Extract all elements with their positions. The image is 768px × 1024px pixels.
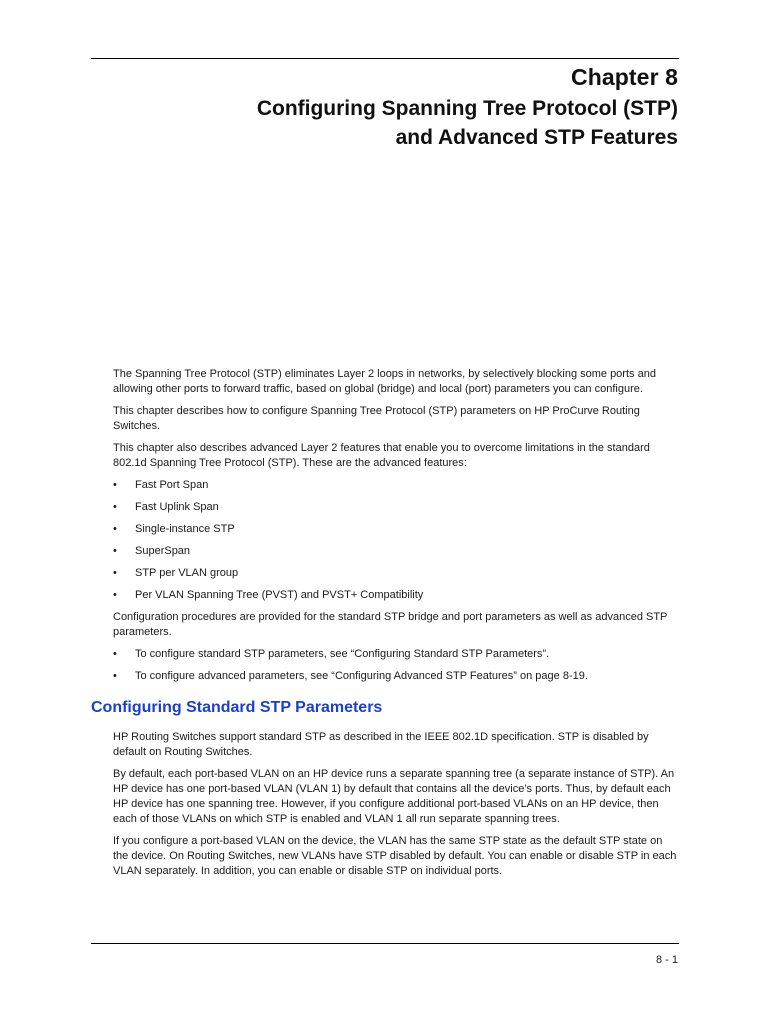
feature-list-item — [113, 478, 679, 493]
top-rule — [91, 58, 679, 59]
feature-list-item — [113, 500, 679, 515]
bullet-icon: • — [113, 648, 117, 660]
bullet-icon: • — [113, 523, 117, 535]
cross-reference-text: To configure advanced parameters, see “Configuring Advanced STP Features” on page 8-19. — [135, 670, 588, 682]
chapter-title — [257, 94, 678, 152]
intro-paragraph: This chapter describes how to configure Spanning Tree Protocol (STP) parameters on HP ProCurve Routing Switches. — [113, 405, 640, 432]
intro-paragraph: Configuration procedures are provided for the standard STP bridge and port parameters as well as advanced STP parameters. — [113, 611, 668, 638]
feature-list-item — [113, 566, 679, 581]
feature-label: STP per VLAN group — [135, 567, 239, 579]
feature-label: SuperSpan — [135, 545, 191, 557]
feature-label: Single-instance STP — [135, 523, 235, 535]
intro-content — [113, 367, 679, 691]
section-body — [113, 730, 679, 886]
bullet-icon: • — [113, 670, 117, 682]
intro-paragraph: The Spanning Tree Protocol (STP) eliminates Layer 2 loops in networks, by selectively blocking some ports and allowing other ports to forward traffic, based on global (bridge) and local (port) parameters you can configure. — [113, 368, 656, 395]
page-number: 8 - 1 — [655, 954, 678, 966]
chapter-number: Chapter 8 — [571, 64, 678, 90]
section-paragraph: If you configure a port-based VLAN on the device, the VLAN has the same STP state as the default STP state on the device. On Routing Switches, new VLANs have STP disabled by default. You can enable or disable STP in each VLAN separately. In addition, you can enable or disable STP on individual ports. — [113, 835, 677, 877]
feature-list-item — [113, 588, 679, 603]
feature-list-item — [113, 522, 679, 537]
intro-paragraph: This chapter also describes advanced Layer 2 features that enable you to overcome limitations in the standard 802.1d Spanning Tree Protocol (STP). These are the advanced features: — [113, 442, 650, 469]
cross-reference-item — [113, 647, 679, 662]
feature-label: Fast Uplink Span — [135, 501, 219, 513]
feature-list-item — [113, 544, 679, 559]
bullet-icon: • — [113, 479, 117, 491]
bullet-icon: • — [113, 567, 117, 579]
bullet-icon: • — [113, 589, 117, 601]
bullet-icon: • — [113, 545, 117, 557]
feature-label: Per VLAN Spanning Tree (PVST) and PVST+ Compatibility — [135, 589, 424, 601]
chapter-title-line-1: Configuring Spanning Tree Protocol (STP) — [256, 97, 678, 120]
cross-reference-list — [113, 647, 679, 684]
section-heading: Configuring Standard STP Parameters — [91, 699, 383, 716]
bullet-icon: • — [113, 501, 117, 513]
chapter-title-line-2: and Advanced STP Features — [395, 126, 678, 149]
cross-reference-item — [113, 669, 679, 684]
bottom-rule — [91, 943, 679, 944]
chapter-header — [257, 62, 678, 152]
feature-list — [113, 478, 679, 603]
section-paragraph: By default, each port-based VLAN on an HP device runs a separate spanning tree (a separate instance of STP). An HP device has one port-based VLAN (VLAN 1) by default that contains all the device’s ports. Thus, by default each HP device has one spanning tree. However, if you configure additional port-based VLANs on an HP device, then each of those VLANs on which STP is enabled and VLAN 1 all run separate spanning trees. — [113, 768, 675, 825]
cross-reference-text: To configure standard STP parameters, see “Configuring Standard STP Parameters”. — [135, 648, 550, 660]
feature-label: Fast Port Span — [135, 479, 209, 491]
section-paragraph: HP Routing Switches support standard STP as described in the IEEE 802.1D specification. STP is disabled by default on Routing Switches. — [113, 731, 649, 758]
